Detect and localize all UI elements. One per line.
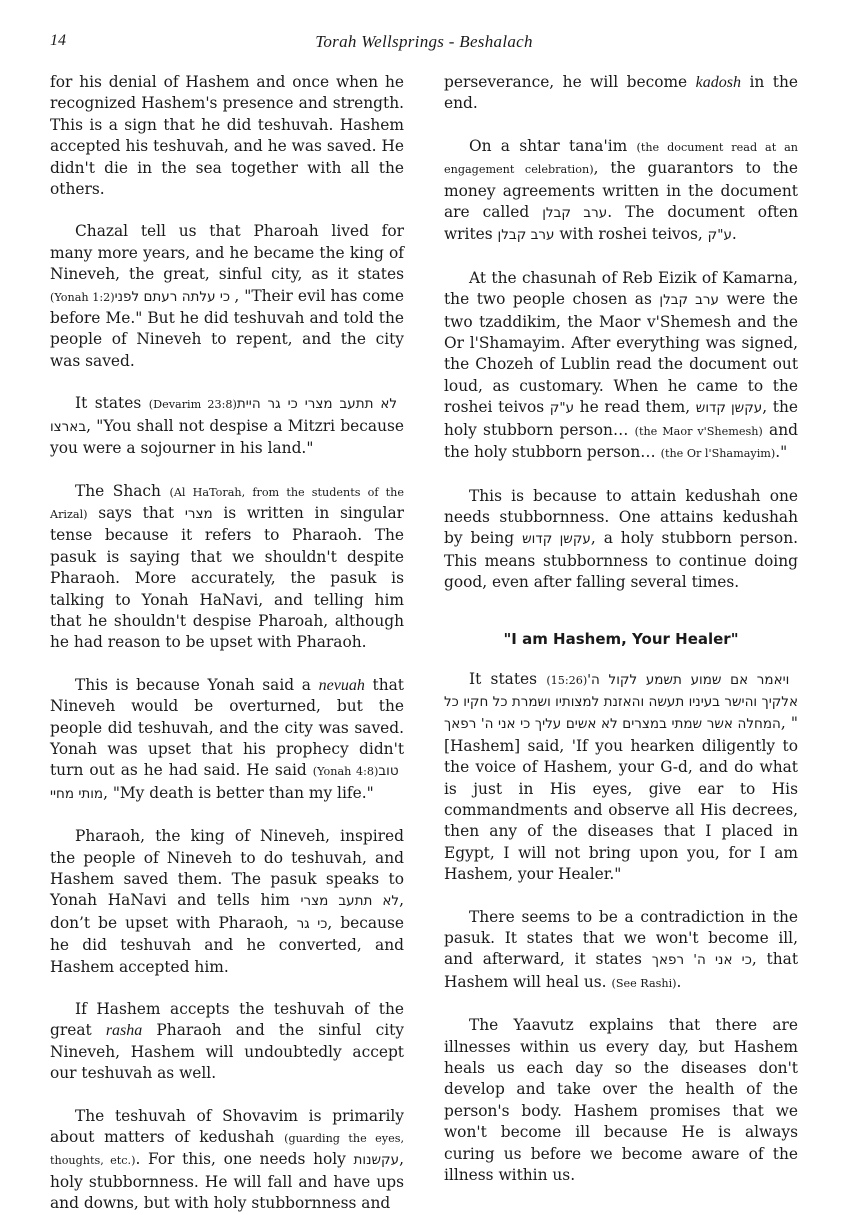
text-run: . The document often writes [444, 203, 798, 244]
text-run: , don’t be upset with Pharaoh, [50, 891, 404, 932]
page-header [50, 32, 798, 56]
text-run: Pharaoh and the sinful city Nineveh, Hashem will undoubtedly accept our teshuvah as well. [50, 1021, 404, 1083]
page-number: 14 [50, 32, 66, 49]
text-run: It states [469, 669, 547, 688]
source-citation: (Yonah 1:2) [50, 290, 115, 304]
paragraph [444, 268, 798, 465]
text-run: The Yaavutz explains that there are illnesses within us every day, but Hashem heals us each day so the diseases don't develop and take over the health of the person's body. Hashem promises that we won't become ill because He is always curing us before we become aware of the illness within us. [444, 1016, 798, 1185]
paragraph [444, 486, 798, 594]
text-run: , the holy stubborn person… [444, 398, 798, 439]
italic-term: nevuah [318, 676, 365, 694]
text-run: ." [775, 443, 788, 462]
text-run: and the holy stubborn person… [444, 420, 798, 462]
hebrew-text: מצרי [184, 505, 213, 522]
paragraph [50, 675, 404, 805]
paragraph [444, 72, 798, 115]
hebrew-text: ערב קבלן [497, 227, 555, 244]
text-run: It states [75, 394, 149, 413]
text-run: , a holy stubborn person. This means stubbornness to continue doing good, even after falling several times. [444, 529, 798, 592]
paragraph [50, 999, 404, 1085]
running-title: Torah Wellsprings - Beshalach [315, 32, 533, 51]
hebrew-text: עקשן קדוש [522, 531, 591, 548]
text-run: This is because Yonah said a [75, 675, 319, 694]
hebrew-text: לא תתעב מצרי [300, 893, 400, 910]
right-column [444, 72, 799, 1185]
text-run: . [676, 972, 682, 991]
paragraph [50, 221, 404, 372]
text-run: There seems to be a contradiction in the pasuk. It states that we won't become ill, and afterward, it states [444, 907, 798, 969]
hebrew-text: כי גר [296, 915, 328, 932]
text-run: This is because to attain kedushah one needs stubbornness. One attains kedushah by being [444, 486, 798, 548]
text-run: , "Their evil has come before Me." But he did teshuvah and told the people of Nineveh to repent, and the city was saved. [50, 286, 404, 370]
paragraph [50, 826, 404, 978]
text-run: The Shach [75, 481, 170, 500]
text-run: says that [87, 503, 185, 522]
source-citation: (15:26) [546, 673, 588, 687]
text-run: , that Hashem will heal us. [444, 950, 799, 991]
hebrew-text: לא תתעב מצרי כי גר היית בארצו [50, 396, 404, 435]
text-run: for his denial of Hashem and once when he recognized Hashem's presence and strength. This is a sign that he did teshuvah. Hashem accepted his teshuvah, and he was saved. He didn't die in the sea together with all the others. [50, 73, 404, 199]
source-citation: (the Maor v'Shemesh) [634, 424, 763, 438]
italic-term: rasha [105, 1022, 143, 1040]
paragraph [50, 393, 404, 459]
text-run: . [731, 225, 737, 244]
text-run: The teshuvah of Shovavim is primarily about matters of kedushah [50, 1106, 404, 1147]
source-citation: (guarding the eyes, thoughts, etc.) [50, 1132, 404, 1168]
text-run: with roshei teivos, [554, 225, 708, 244]
text-run: , "My death is better than my life." [103, 783, 374, 802]
paragraph [50, 72, 404, 200]
hebrew-text: עקשנות [353, 1152, 400, 1169]
hebrew-text: ע"ק [549, 400, 575, 417]
paragraph [50, 1106, 404, 1215]
paragraph [50, 481, 404, 654]
text-run: On a shtar tana'im [469, 136, 637, 155]
paragraph [444, 136, 798, 247]
hebrew-text: טוב מותי מחיי [50, 763, 404, 802]
hebrew-text: ערב קבלן [542, 205, 608, 222]
hebrew-text: ויאמר אם שמוע תשמע לקול ה' אלקיך והישר בעיניו תעשה והאזנת למצותיו ושמרת כל חקיו כל המחלה אשר שמתי במצרים לא אשים עליך כי אני ה' רפאך [444, 671, 799, 733]
text-run: Pharaoh, the king of Nineveh, inspired the people of Nineveh to do teshuvah, and Hashem saved them. The pasuk speaks to Yonah HaNavi and tells him [50, 827, 404, 910]
text-run: that Nineveh would be overturned, but the people did teshuvah, and the city was saved. Yonah was upset that his prophecy didn't turn out as he had said. He said [50, 675, 404, 780]
source-citation: (Yonah 4:8) [312, 765, 379, 779]
text-run: At the chasunah of Reb Eizik of Kamarna, the two people chosen as [444, 268, 798, 309]
hebrew-text: ערב קבלן [659, 292, 719, 309]
text-run: If Hashem accepts the teshuvah of the great [50, 1000, 404, 1040]
source-citation: (Devarim 23:8) [148, 398, 237, 412]
section-heading: "I am Hashem, Your Healer" [503, 629, 739, 648]
paragraph [444, 1015, 798, 1186]
paragraph [444, 907, 798, 995]
italic-term: kadosh [695, 74, 741, 91]
text-run: were the two tzaddikim, the Maor v'Shemesh and the Or l'Shamayim. After everything was signed, the Chozeh of Lublin read the document out loud, as customary. When he came to the roshei teivos [444, 290, 798, 417]
source-citation: (Al HaTorah, from the students of the Arizal) [50, 485, 404, 521]
text-run: , holy stubbornness. He will fall and have ups and downs, but with holy stubbornness and [50, 1150, 404, 1213]
left-column [50, 72, 404, 1213]
text-run: is written in singular tense because it refers to Pharaoh. The pasuk is saying that we shouldn't despite Pharaoh. More accurately, the pasuk is talking to Yonah HaNavi, and telling him that he shouldn't despise Pharoah, although he had reason to be upset with Pharaoh. [50, 503, 404, 652]
text-run: , the guarantors to the money agreements written in the document are called [444, 159, 798, 222]
source-citation: (the document read at an engagement celebration) [444, 140, 798, 177]
source-citation: (See Rashi) [611, 976, 677, 990]
hebrew-text: כי עלתה רעתם לפני [114, 288, 235, 305]
text-run: , "[Hashem] said, 'If you hearken diligently to the voice of Hashem, your G-d, and do what is just in His eyes, give ear to His commandments and observe all His decrees, then any of the diseases that I placed in Egypt, I will not bring upon you, for I am Hashem, your Healer." [444, 714, 798, 884]
text-run: in the end. [444, 73, 798, 113]
paragraph [444, 669, 798, 886]
hebrew-text: כי אני ה' רפאך [651, 952, 752, 969]
source-citation: (the Or l'Shamayim) [660, 447, 776, 461]
hebrew-text: ע"ק [707, 227, 732, 244]
text-run: , "You shall not despise a Mitzri because you were a sojourner in his land." [50, 416, 404, 458]
hebrew-text: עקשן קדוש [695, 400, 763, 417]
text-run: , because he did teshuvah and he converted, and Hashem accepted him. [50, 913, 404, 976]
text-run: Chazal tell us that Pharoah lived for many more years, and he became the king of Nineveh, the great, sinful city, as it states [50, 222, 404, 284]
text-run: . For this, one needs holy [135, 1150, 354, 1169]
text-run: he read them, [574, 398, 696, 417]
text-run: perseverance, he will become [444, 73, 696, 91]
